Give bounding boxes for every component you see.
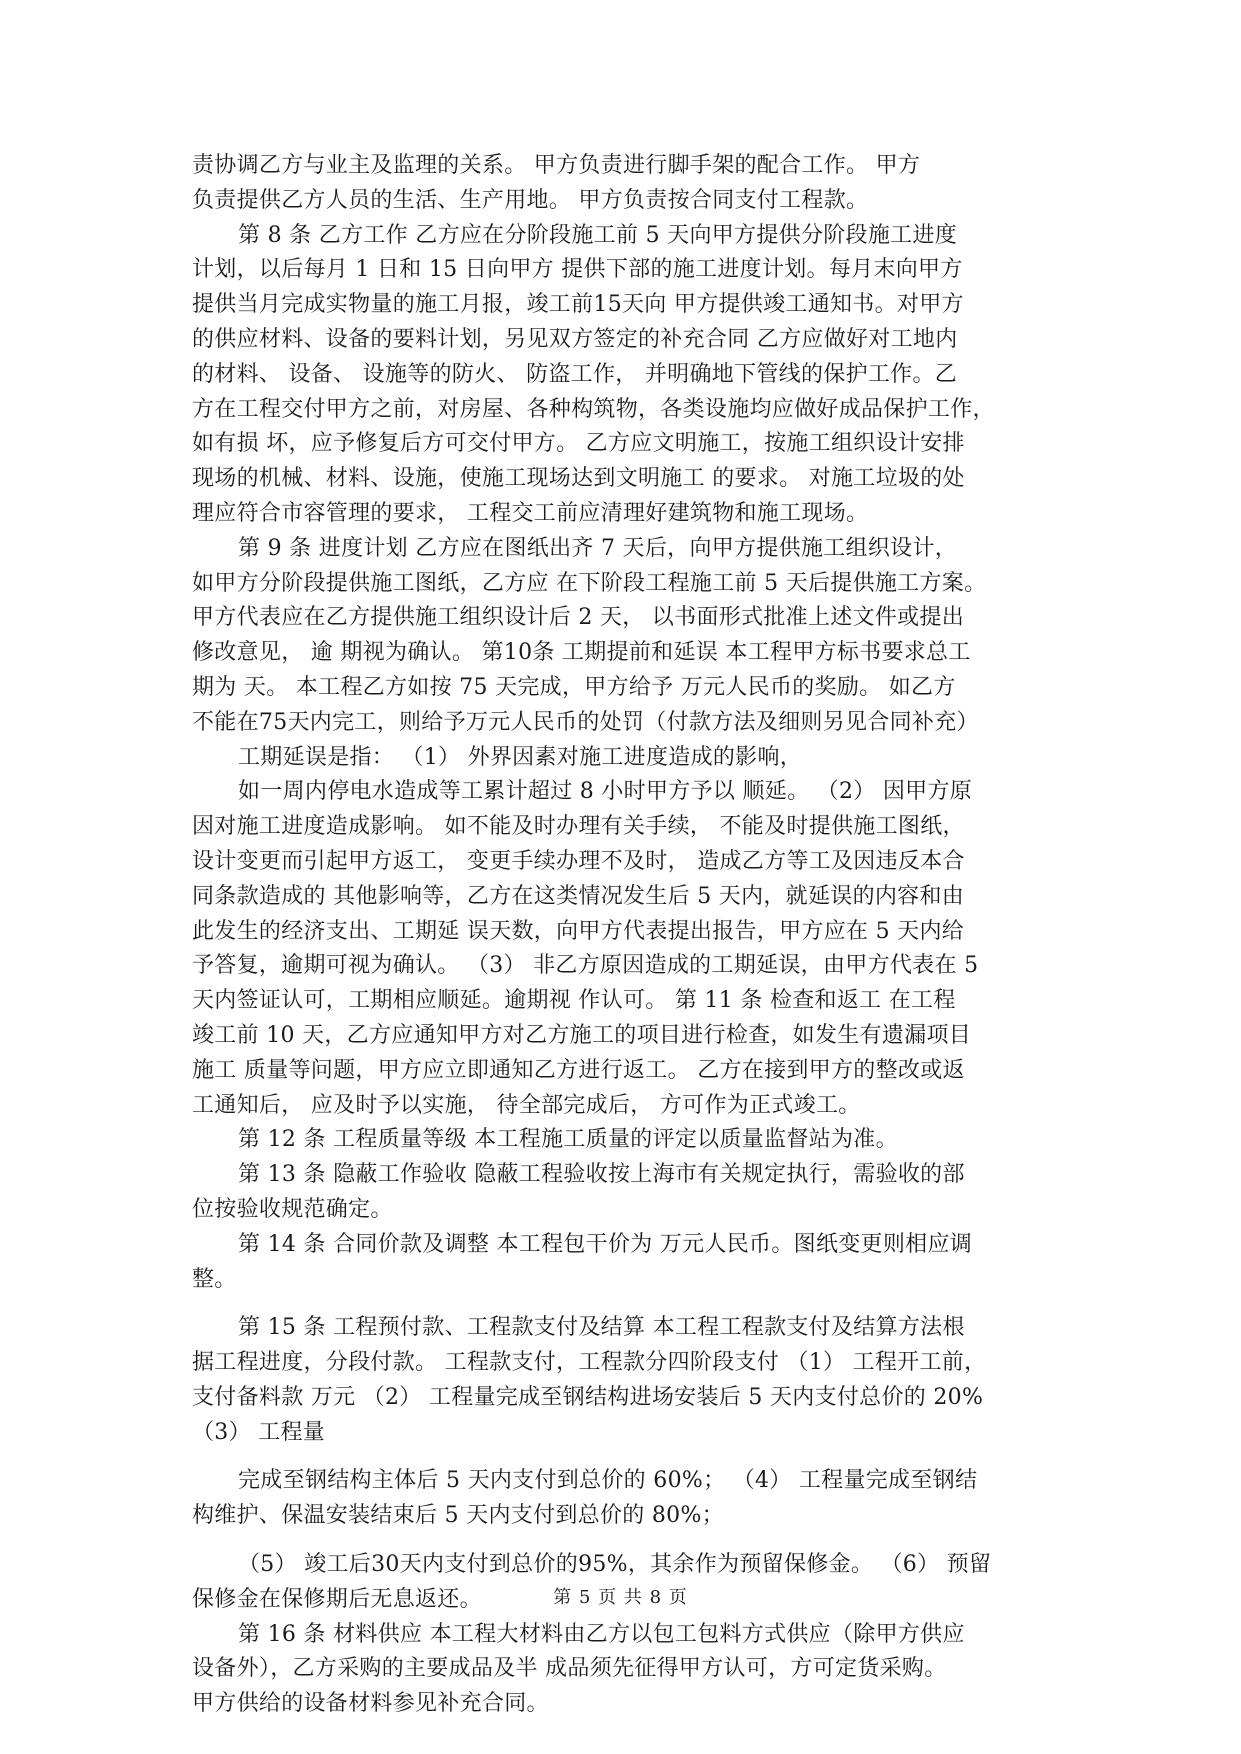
text-line: 如一周内停电水造成等工累计超过 8 小时甲方予以 顺延。 （2） 因甲方原	[238, 779, 973, 805]
text-line: 的供应材料、设备的要料计划，另见双方签定的补充合同 乙方应做好对工地内	[192, 326, 958, 352]
text-line: 方在工程交付甲方之前，对房屋、各种构筑物，各类设施均应做好成品保护工作，	[192, 396, 995, 422]
text-line: 施工 质量等问题，甲方应立即通知乙方进行返工。 乙方在接到甲方的整改或返	[192, 1057, 965, 1083]
text-line: 设备外），乙方采购的主要成品及半 成品须先征得甲方认可，方可定货采购。	[192, 1656, 947, 1682]
text-line: 如甲方分阶段提供施工图纸，乙方应 在下阶段工程施工前 5 天后提供施工方案。	[192, 570, 987, 596]
text-line: 理应符合市容管理的要求， 工程交工前应清理好建筑物和施工现场。	[192, 500, 869, 526]
text-line: 竣工前 10 天，乙方应通知甲方对乙方施工的项目进行检查，如发生有遗漏项目	[192, 1022, 972, 1048]
text-line: 因对施工进度造成影响。 如不能及时办理有关手续， 不能及时提供施工图纸，	[192, 814, 965, 840]
text-line: 不能在75天内完工，则给予万元人民币的处罚（付款方法及细则另见合同补充）	[192, 709, 979, 735]
text-line: 期为 天。 本工程乙方如按 75 天完成，甲方给予 万元人民币的奖励。 如乙方	[192, 674, 956, 700]
text-line: 责协调乙方与业主及监理的关系。 甲方负责进行脚手架的配合工作。 甲方	[192, 153, 921, 178]
text-line: 第 9 条 进度计划 乙方应在图纸出齐 7 天后，向甲方提供施工组织设计，	[238, 535, 958, 561]
text-line: 第 15 条 工程预付款、工程款支付及结算 本工程工程款支付及结算方法根	[238, 1315, 965, 1341]
text-line: 第 8 条 乙方工作 乙方应在分阶段施工前 5 天向甲方提供分阶段施工进度	[238, 222, 958, 248]
page-number-footer: 第 5 页 共 8 页	[553, 1587, 688, 1608]
text-line: 甲方供给的设备材料参见补充合同。	[192, 1691, 549, 1717]
text-line: 位按验收规范确定。	[192, 1196, 393, 1222]
contract-body	[192, 149, 1072, 1722]
text-line: 现场的机械、材料、设施，使施工现场达到文明施工 的要求。 对施工垃圾的处	[192, 466, 965, 492]
text-line: 天内签证认可，工期相应顺延。逾期视 作认可。 第 11 条 检查和返工 在工程	[192, 988, 956, 1014]
text-line: 甲方代表应在乙方提供施工组织设计后 2 天， 以书面形式批准上述文件或提出	[192, 605, 965, 631]
text-line: 予答复，逾期可视为确认。 （3） 非乙方原因造成的工期延误，由甲方代表在 5	[192, 953, 979, 979]
text-line: 设计变更而引起甲方返工， 变更手续办理不及时， 造成乙方等工及因违反本合	[192, 848, 965, 874]
text-line: 整。	[192, 1266, 237, 1292]
text-line: 此发生的经济支出、工期延 误天数，向甲方代表提出报告，甲方应在 5 天内给	[192, 918, 965, 944]
text-line: 构维护、保温安装结束后 5 天内支付到总价的 80%；	[192, 1503, 724, 1529]
text-line: （5） 竣工后30天内支付到总价的95%，其余作为预留保修金。 （6） 预留	[238, 1552, 992, 1578]
text-line: 支付备料款 万元 （2） 工程量完成至钢结构进场安装后 5 天内支付总价的 20%	[192, 1384, 984, 1410]
text-line: 第 13 条 隐蔽工作验收 隐蔽工程验收按上海市有关规定执行，需验收的部	[238, 1162, 965, 1188]
text-line: 修改意见， 逾 期视为确认。 第10条 工期提前和延误 本工程甲方标书要求总工	[192, 640, 971, 666]
text-line: 如有损 坏，应予修复后方可交付甲方。 乙方应文明施工，按施工组织设计安排	[192, 431, 965, 457]
text-line: 第 14 条 合同价款及调整 本工程包干价为 万元人民币。图纸变更则相应调	[238, 1231, 973, 1257]
text-line: 工通知后， 应及时予以实施， 待全部完成后， 方可作为正式竣工。	[192, 1092, 861, 1118]
text-line: 提供当月完成实物量的施工月报，竣工前15天向 甲方提供竣工通知书。对甲方	[192, 292, 964, 318]
text-line: 第 12 条 工程质量等级 本工程施工质量的评定以质量监督站为准。	[238, 1127, 898, 1153]
text-line: 完成至钢结构主体后 5 天内支付到总价的 60%； （4） 工程量完成至钢结	[238, 1468, 978, 1494]
text-line: 同条款造成的 其他影响等，乙方在这类情况发生后 5 天内，就延误的内容和由	[192, 883, 965, 909]
text-line: 工期延误是指： （1） 外界因素对施工进度造成的影响，	[238, 744, 803, 770]
text-line: 的材料、 设备、 设施等的防火、 防盗工作， 并明确地下管线的保护工作。乙	[192, 361, 958, 387]
text-line: 计划，以后每月 1 日和 15 日向甲方 提供下部的施工进度计划。每月末向甲方	[192, 257, 963, 283]
text-line: 负责提供乙方人员的生活、生产用地。 甲方负责按合同支付工程款。	[192, 187, 869, 213]
text-line: 保修金在保修期后无息返还。	[192, 1586, 482, 1612]
text-line: 据工程进度，分段付款。 工程款支付，工程款分四阶段支付 （1） 工程开工前，	[192, 1350, 987, 1376]
text-line: 第 16 条 材料供应 本工程大材料由乙方以包工包料方式供应（除甲方供应	[238, 1621, 965, 1647]
text-line: （3） 工程量	[192, 1419, 326, 1445]
